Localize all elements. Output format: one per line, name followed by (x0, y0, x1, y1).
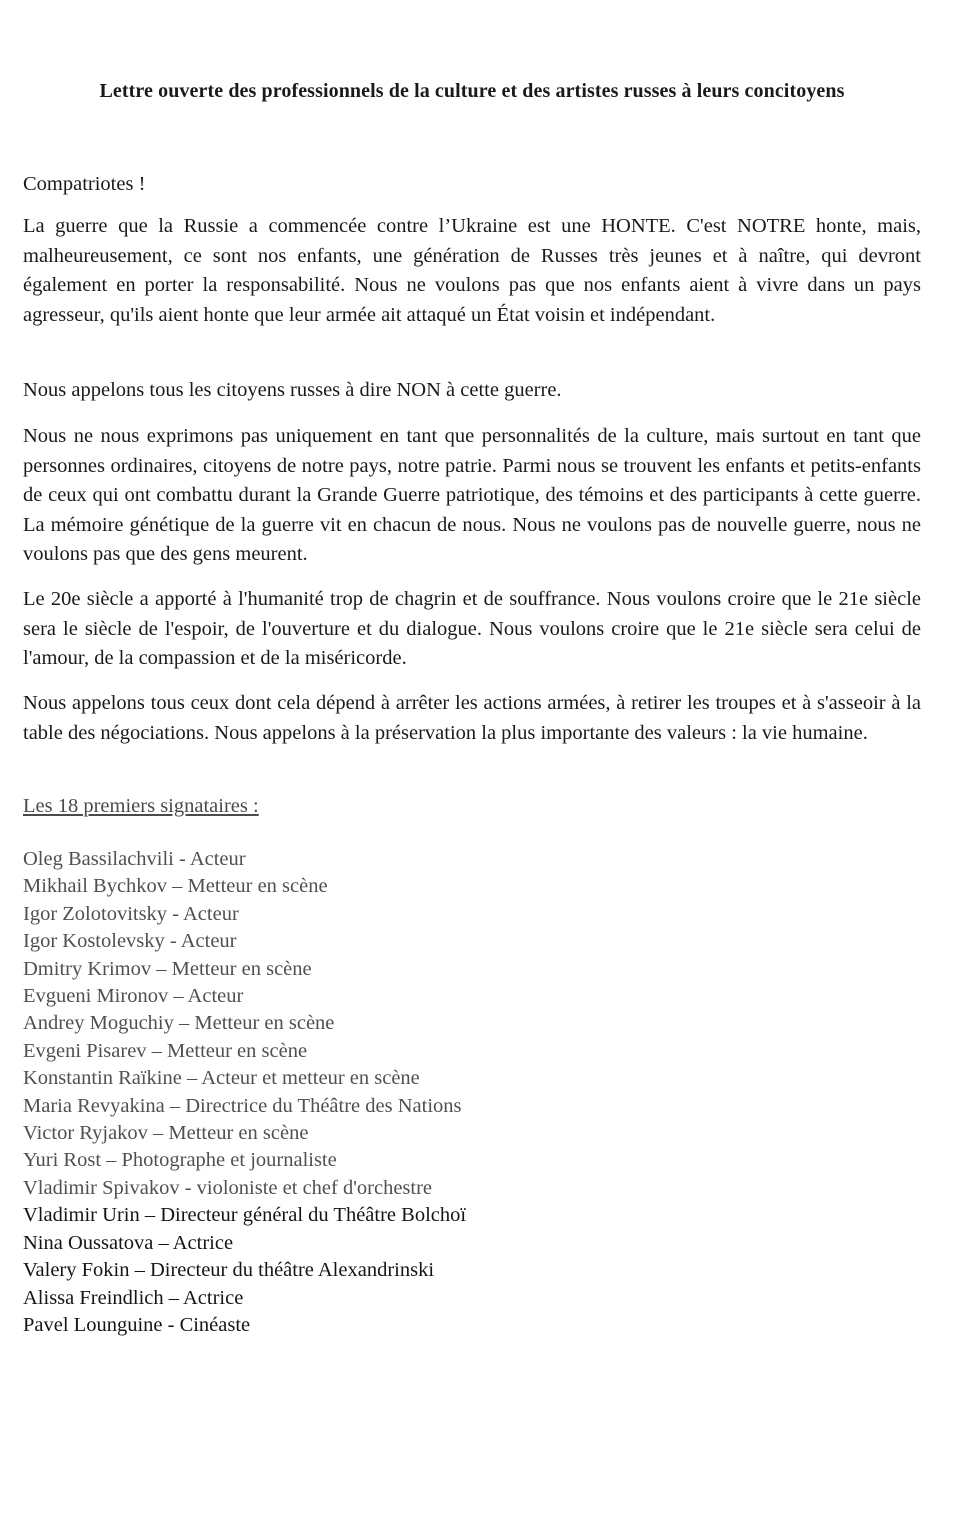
paragraph-5: Nous appelons tous ceux dont cela dépend à arrêter les actions armées, à retirer les troupes et à s'asseoir à la table des négociations. Nous appelons à la préservation la plus importante des valeurs : la vie humaine. (23, 692, 921, 744)
greeting: Compatriotes ! (23, 173, 146, 195)
paragraph-4: Le 20e siècle a apporté à l'humanité trop de chagrin et de souffrance. Nous voulons croire que le 21e siècle sera le siècle de l'espoir, de l'ouverture et du dialogue. Nous voulons croire que le 21e siècle sera celui de l'amour, de la compassion et de la miséricorde. (23, 588, 921, 669)
signatories-list (23, 846, 466, 1339)
signatory-item: Vladimir Urin – Directeur général du Théâtre Bolchoï (23, 1204, 467, 1227)
signatory-item: Vladimir Spivakov - violoniste et chef d'orchestre (23, 1176, 433, 1199)
signatory-item: Maria Revyakina – Directrice du Théâtre des Nations (23, 1094, 462, 1117)
signatory-item: Yuri Rost – Photographe et journaliste (23, 1149, 337, 1172)
document-title: Lettre ouverte des professionnels de la culture et des artistes russes à leurs concitoyens (99, 80, 845, 102)
paragraph-1: La guerre que la Russie a commencée contre l’Ukraine est une HONTE. C'est NOTRE honte, mais, malheureusement, ce sont nos enfants, une génération de Russes très jeunes et à naître, qui devront également en porter la responsabilité. Nous ne voulons pas que nos enfants aient à vivre dans un pays agresseur, qu'ils aient honte que leur armée ait attaqué un État voisin et indépendant. (23, 215, 921, 326)
signatory-item: Victor Ryjakov – Metteur en scène (23, 1122, 309, 1145)
signatory-item: Evgeni Pisarev – Metteur en scène (23, 1039, 308, 1062)
signatory-item: Evgueni Mironov – Acteur (23, 985, 244, 1008)
signatory-item: Pavel Lounguine - Cinéaste (23, 1313, 251, 1336)
signatory-item: Dmitry Krimov – Metteur en scène (23, 957, 312, 980)
paragraph-3: Nous ne nous exprimons pas uniquement en tant que personnalités de la culture, mais surtout en tant que personnes ordinaires, citoyens de notre pays, notre patrie. Parmi nous se trouvent les enfants et petits-enfants de ceux qui ont combattu durant la Grande Guerre patriotique, des témoins et des participants à cette guerre. La mémoire génétique de la guerre vit en chacun de nous. Nous ne voulons pas de nouvelle guerre, nous ne voulons pas que des gens meurent. (23, 425, 921, 565)
paragraph-2: Nous appelons tous les citoyens russes à dire NON à cette guerre. (23, 379, 562, 401)
signatory-item: Oleg Bassilachvili - Acteur (23, 848, 246, 870)
signatory-item: Nina Oussatova – Actrice (23, 1231, 234, 1254)
signatory-item: Igor Kostolevsky - Acteur (23, 930, 237, 953)
signatory-item: Igor Zolotovitsky - Acteur (23, 902, 239, 925)
signatories-heading: Les 18 premiers signataires : (23, 795, 259, 817)
signatory-item: Valery Fokin – Directeur du théâtre Alexandrinski (23, 1259, 435, 1282)
signatory-item: Mikhail Bychkov – Metteur en scène (23, 875, 328, 898)
signatory-item: Konstantin Raïkine – Acteur et metteur en scène (23, 1067, 420, 1090)
signatory-item: Andrey Moguchiy – Metteur en scène (23, 1012, 335, 1035)
signatory-item: Alissa Freindlich – Actrice (23, 1286, 244, 1309)
